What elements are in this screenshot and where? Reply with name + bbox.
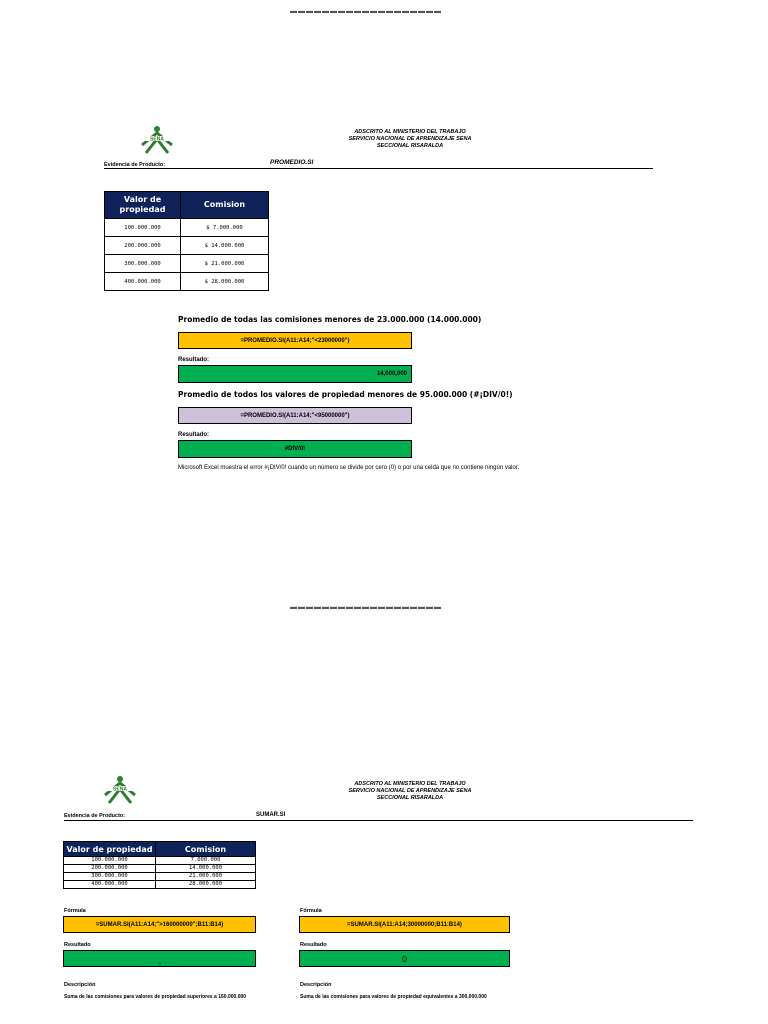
institution-line: SECCIONAL RISARALDA	[376, 795, 444, 801]
formula-cell: =SUMAR.SI(A11:A14;">160000000";B11:B14)	[63, 916, 256, 933]
table-cell: 400.000.000	[64, 881, 156, 889]
svg-text:SENA: SENA	[113, 786, 127, 793]
institution-line: ADSCRITO AL MINISTERIO DEL TRABAJO	[354, 129, 466, 135]
formula-label: Fórmula	[300, 908, 322, 914]
result-label: Resultado:	[178, 357, 210, 363]
formula-cell: =PROMEDIO.SI(A11:A14;"<23000000")	[178, 332, 412, 349]
table-cell: $ 14.000.000	[181, 237, 269, 255]
table-cell: 28.000.000	[156, 881, 256, 889]
table-row	[64, 881, 256, 889]
table-cell: $ 7.000.000	[181, 219, 269, 237]
error-note: Microsoft Excel muestra el error #¡DIV/0! cuando un número se divide por cero (0) o por una celda que no contiene ningún valor.	[178, 465, 520, 471]
description-label: Descripción	[64, 982, 96, 988]
institution-block	[320, 129, 500, 150]
description-text: Suma de las comisiones para valores de propiedad equivalentes a 300.000.000	[300, 994, 487, 1000]
institution-line: SERVICIO NACIONAL DE APRENDIZAJE SENA	[348, 788, 472, 794]
sena-logo-icon	[101, 775, 139, 805]
sena-logo-icon	[138, 125, 176, 155]
institution-block	[320, 781, 500, 802]
column-header: Comision	[156, 842, 256, 857]
column-header: Valor de propiedad	[105, 192, 181, 219]
table-cell: 200.000.000	[105, 237, 181, 255]
evidence-title: PROMEDIO.SI	[270, 159, 314, 166]
table-row	[105, 219, 269, 237]
result-cell: 0	[63, 950, 256, 967]
table-row	[64, 865, 256, 873]
description-label: Descripción	[300, 982, 332, 988]
table-cell: 21.000.000	[156, 873, 256, 881]
evidence-title: SUMAR.SI	[256, 812, 286, 818]
table-cell: 14.000.000	[156, 865, 256, 873]
table-cell: 100.000.000	[64, 857, 156, 865]
table-row	[64, 857, 256, 865]
table-cell: $ 21.000.000	[181, 255, 269, 273]
cut-off-header: ▬▬▬▬▬▬▬▬▬▬▬▬▬▬▬▬▬▬▬	[290, 10, 442, 14]
table-cell: 300.000.000	[64, 873, 156, 881]
result-label: Resultado:	[178, 432, 210, 438]
table-cell: $ 28.000.000	[181, 273, 269, 291]
section-heading: Promedio de todas las comisiones menores de 23.000.000 (14.000.000)	[178, 315, 482, 324]
svg-text:SENA: SENA	[150, 136, 164, 143]
institution-line: ADSCRITO AL MINISTERIO DEL TRABAJO	[354, 781, 466, 787]
formula-cell: =SUMAR.SI(A11:A14;30000000;B11:B14)	[299, 916, 510, 933]
evidence-label: Evidencia de Producto:	[104, 162, 166, 168]
institution-line: SERVICIO NACIONAL DE APRENDIZAJE SENA	[348, 136, 472, 142]
divider	[64, 820, 693, 821]
table-row	[105, 237, 269, 255]
result-label: Resultado	[300, 942, 327, 948]
table-row	[105, 273, 269, 291]
section-heading: Promedio de todos los valores de propiedad menores de 95.000.000 (#¡DIV/0!)	[178, 390, 513, 399]
column-header: Valor de propiedad	[64, 842, 156, 857]
table-cell: 200.000.000	[64, 865, 156, 873]
cut-off-header: ▬▬▬▬▬▬▬▬▬▬▬▬▬▬▬▬▬▬▬	[290, 606, 442, 610]
evidence-label: Evidencia de Producto:	[64, 813, 126, 819]
table-cell: 300.000.000	[105, 255, 181, 273]
description-text: Suma de las comisiones para valores de propiedad superiores a 160.000.000	[64, 994, 247, 1000]
table-cell: 400.000.000	[105, 273, 181, 291]
data-table	[63, 841, 256, 889]
divider	[104, 168, 653, 169]
table-cell: 7.000.000	[156, 857, 256, 865]
table-row	[64, 873, 256, 881]
table-row	[105, 255, 269, 273]
result-cell: 14,000,000	[178, 365, 412, 383]
result-cell: 0	[299, 950, 510, 967]
result-label: Resultado	[64, 942, 91, 948]
column-header: Comision	[181, 192, 269, 219]
table-cell: 100.000.000	[105, 219, 181, 237]
formula-label: Fórmula	[64, 908, 86, 914]
data-table	[104, 191, 269, 291]
result-cell: #DIV/0!	[178, 440, 412, 458]
institution-line: SECCIONAL RISARALDA	[376, 143, 444, 149]
formula-cell: =PROMEDIO.SI(A11:A14;"<95000000")	[178, 407, 412, 424]
